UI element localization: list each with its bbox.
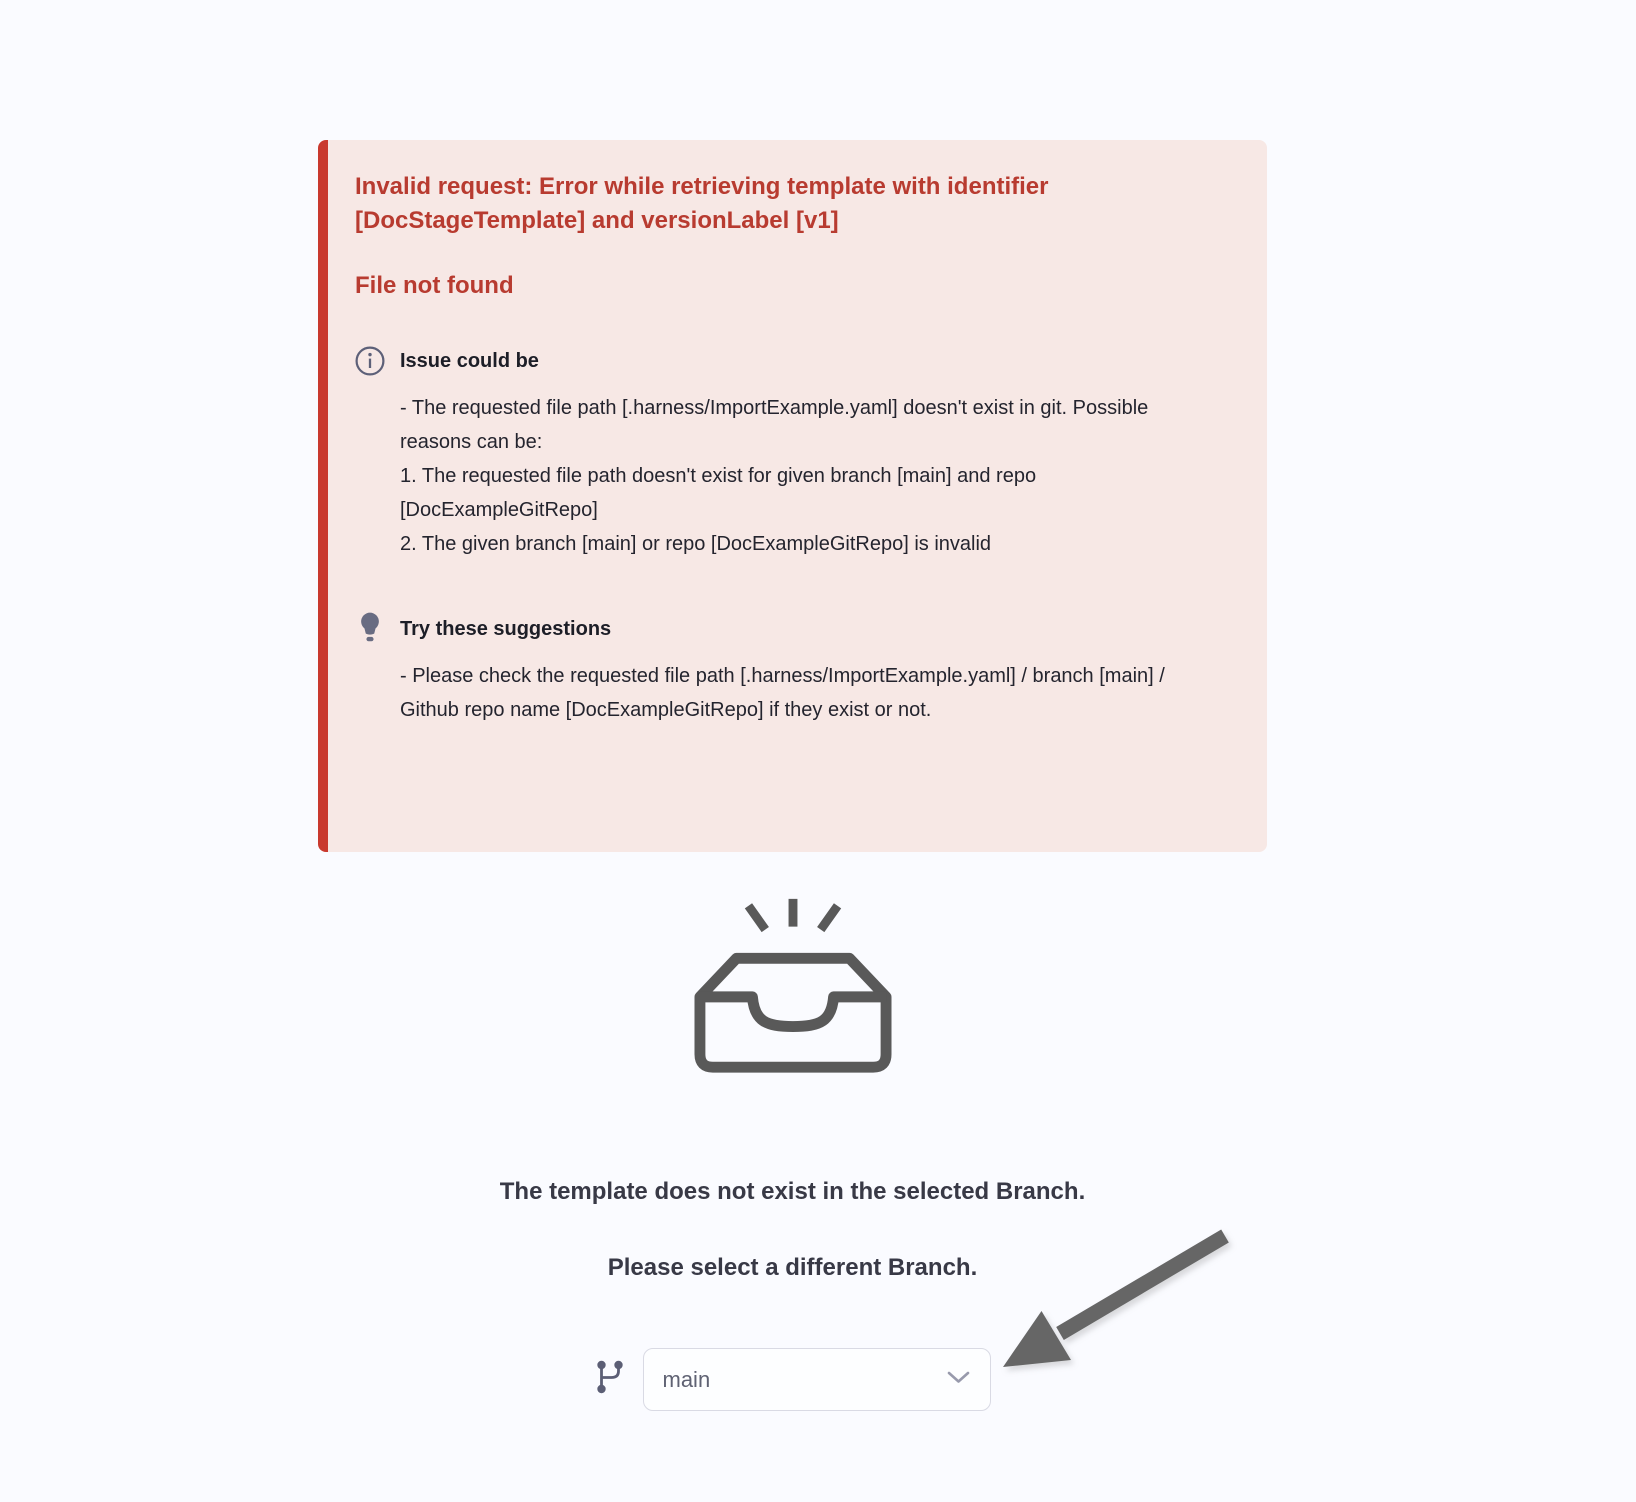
empty-inbox-icon (694, 894, 892, 1079)
empty-state-instruction: Please select a different Branch. (607, 1254, 978, 1281)
suggestions-heading: Try these suggestions (400, 617, 612, 640)
annotation-arrow (950, 1180, 1290, 1410)
issue-body-line: - The requested file path [.harness/ImportExample.yaml] doesn't exist in git. Possible reasons can be: (400, 397, 1149, 453)
issue-body (400, 391, 1190, 561)
issue-heading: Issue could be (400, 349, 539, 372)
issue-body-line: 1. The requested file path doesn't exist for given branch [main] and repo [DocExampleGitRepo] (400, 465, 1037, 521)
git-branch-icon (595, 1360, 625, 1399)
issue-section (355, 341, 1211, 561)
suggestions-body-line: - Please check the requested file path [.harness/ImportExample.yaml] / branch [main] / Github repo name [DocExampleGitRepo] if they exist or not. (400, 665, 1165, 721)
error-banner (318, 140, 1267, 852)
info-icon (355, 341, 385, 381)
branch-select-value: main (662, 1366, 711, 1392)
suggestions-body (400, 659, 1190, 727)
lightbulb-icon (355, 609, 385, 649)
suggestions-section (355, 609, 1211, 727)
issue-body-line: 2. The given branch [main] or repo [DocExampleGitRepo] is invalid (400, 533, 992, 555)
branch-selector-row (595, 1348, 991, 1411)
branch-select-dropdown[interactable] (643, 1348, 991, 1411)
error-title: Invalid request: Error while retrieving template with identifier [DocStageTemplate] and versionLabel [v1] (355, 173, 1049, 234)
error-subtitle: File not found (355, 272, 514, 299)
empty-state-message: The template does not exist in the selected Branch. (499, 1178, 1086, 1205)
